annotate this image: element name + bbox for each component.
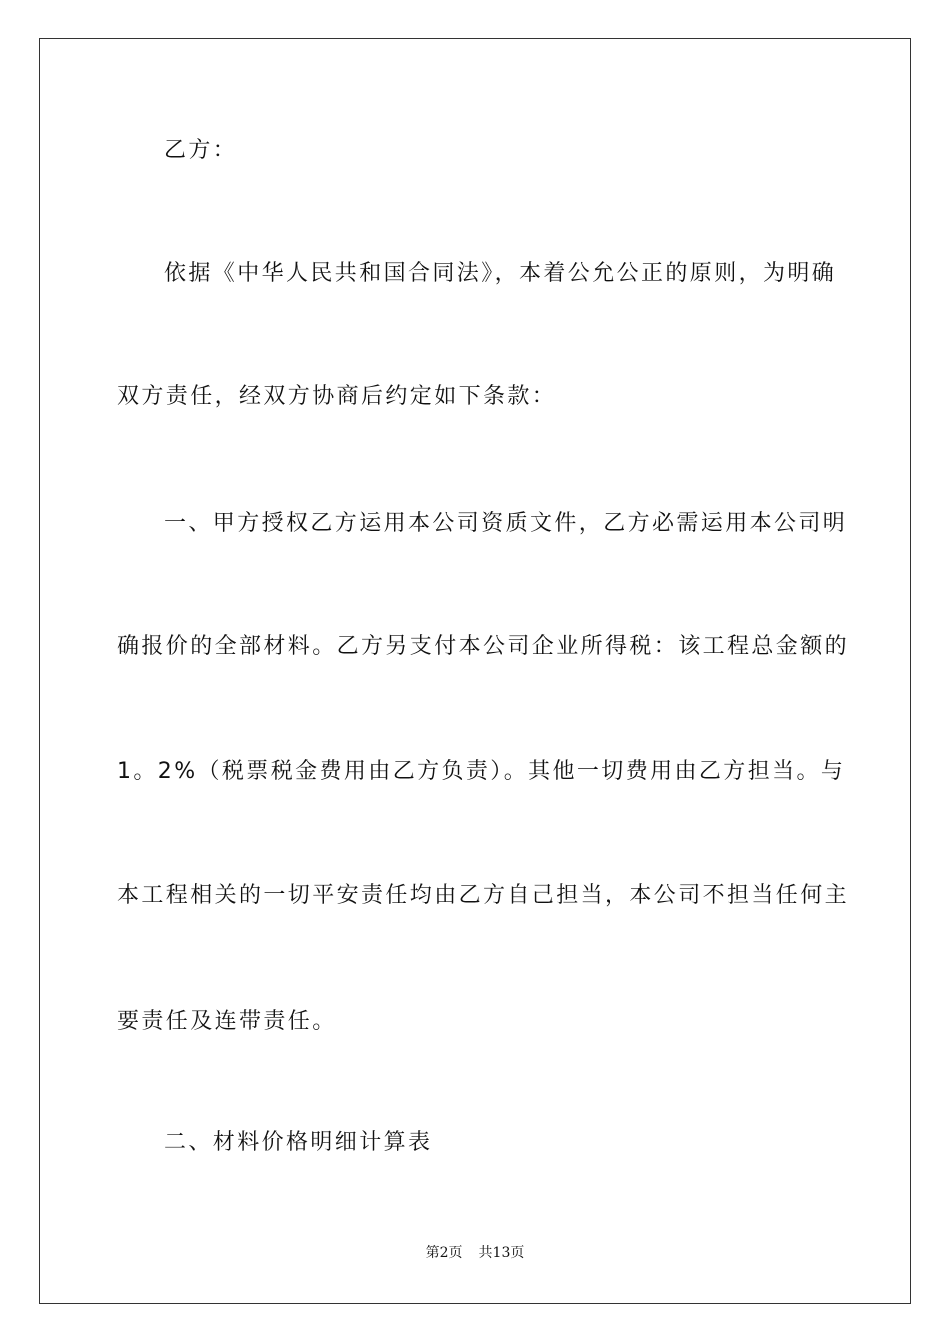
paragraph-line: 确报价的全部材料。乙方另支付本公司企业所得税：该工程总金额的 — [117, 634, 850, 659]
page-frame — [39, 38, 911, 1304]
paragraph-line: 1。2%（税票税金费用由乙方负责）。其他一切费用由乙方担当。与 — [117, 759, 846, 784]
page-number-current: 第2页 — [425, 1245, 463, 1261]
paragraph-line: 一、甲方授权乙方运用本公司资质文件，乙方必需运用本公司明 — [164, 511, 848, 536]
section-heading: 二、材料价格明细计算表 — [164, 1130, 433, 1155]
page-number-total: 共13页 — [478, 1245, 525, 1261]
party-b-label: 乙方： — [164, 138, 238, 163]
paragraph-line: 要责任及连带责任。 — [117, 1009, 337, 1034]
paragraph-line: 双方责任，经双方协商后约定如下条款： — [117, 384, 557, 409]
paragraph-line: 本工程相关的一切平安责任均由乙方自己担当，本公司不担当任何主 — [117, 883, 850, 908]
page-footer — [0, 1243, 950, 1263]
paragraph-line: 依据《中华人民共和国合同法》，本着公允公正的原则，为明确 — [164, 261, 837, 286]
